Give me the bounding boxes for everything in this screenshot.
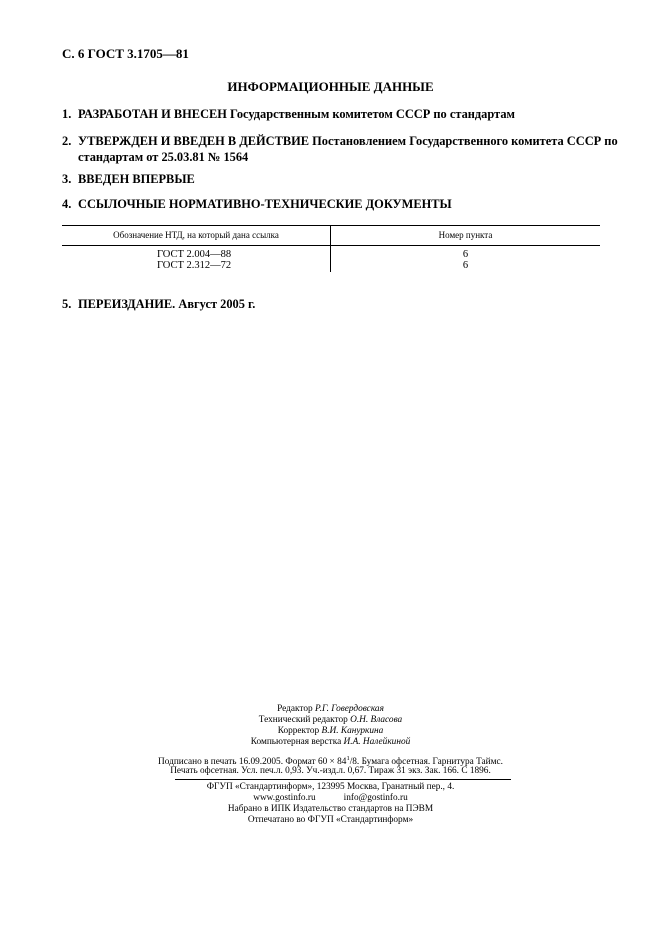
table-cell-point: 6 <box>462 260 469 271</box>
table-cell-point: 6 <box>462 249 469 260</box>
credit-name: В.И. Кануркина <box>321 726 384 736</box>
item-4 <box>62 197 452 212</box>
credit-corrector <box>0 726 661 736</box>
credit-layout <box>0 737 661 747</box>
document-title: ИНФОРМАЦИОННЫЕ ДАННЫЕ <box>227 79 434 94</box>
credit-name: Р.Г. Говердовская <box>314 704 384 714</box>
item-3 <box>62 172 195 187</box>
item-heading: ПЕРЕИЗДАНИЕ. <box>78 297 176 311</box>
table-header-document: Обозначение НТД, на который дана ссылка <box>113 230 279 240</box>
item-heading: РАЗРАБОТАН И ВНЕСЕН <box>78 107 227 121</box>
item-2 <box>62 134 618 149</box>
publisher-email: info@gostinfo.ru <box>343 793 408 803</box>
item-text: Постановлением Государственного комитета СССР по <box>309 134 618 148</box>
print-paper-text: . Бумага офсетная. Гарнитура Таймс. <box>356 757 503 768</box>
page-header: С. 6 ГОСТ 3.1705—81 <box>62 46 189 61</box>
item-number: 4. <box>62 197 72 211</box>
item-text: Август 2005 г. <box>175 297 256 311</box>
credit-tech-editor <box>0 715 661 725</box>
printed-info: Отпечатано во ФГУП «Стандартинформ» <box>247 815 414 825</box>
item-number: 2. <box>62 134 72 148</box>
table-cell-document: ГОСТ 2.312—72 <box>157 260 232 271</box>
print-details-line: Печать офсетная. Усл. печ.л. 0,93. Уч.-изд.л. 0,67. Тираж 31 экз. Зак. 166. С 1896. <box>170 766 491 776</box>
typeset-info: Набрано в ИПК Издательство стандартов на ПЭВМ <box>227 804 434 814</box>
item-heading: ССЫЛОЧНЫЕ НОРМАТИВНО-ТЕХНИЧЕСКИЕ ДОКУМЕНТЫ <box>78 197 452 211</box>
publisher-address: ФГУП «Стандартинформ», 123995 Москва, Гранатный пер., 4. <box>206 782 455 792</box>
credit-editor <box>0 704 661 714</box>
format-superscript: 1 <box>346 755 350 762</box>
format-denominator: /8 <box>349 757 357 768</box>
credit-name: И.А. Налейкиной <box>343 737 411 747</box>
item-heading: ВВЕДЕН ВПЕРВЫЕ <box>78 172 195 186</box>
print-signed-text: Подписано в печать 16.09.2005. Формат 60 × 84 <box>158 757 347 768</box>
credit-role: Редактор <box>277 704 313 714</box>
publisher-contacts <box>0 793 661 803</box>
credit-role: Компьютерная верстка <box>250 737 342 747</box>
reference-documents-table <box>62 225 600 272</box>
imprint-rule <box>175 779 511 780</box>
item-heading: УТВЕРЖДЕН И ВВЕДЕН В ДЕЙСТВИЕ <box>78 134 310 148</box>
table-header-point: Номер пункта <box>438 230 493 240</box>
item-2-continuation: стандартам от 25.03.81 № 1564 <box>78 150 249 164</box>
item-number: 5. <box>62 297 72 311</box>
table-header-rule <box>62 245 600 246</box>
item-text: Государственным комитетом СССР по стандартам <box>226 107 515 121</box>
table-cell-document: ГОСТ 2.004—88 <box>157 249 232 260</box>
credit-name: О.Н. Власова <box>350 715 403 725</box>
credit-role: Технический редактор <box>258 715 348 725</box>
item-number: 3. <box>62 172 72 186</box>
item-5 <box>62 297 255 312</box>
item-number: 1. <box>62 107 72 121</box>
table-top-rule <box>62 225 600 226</box>
credit-role: Корректор <box>277 726 320 736</box>
publisher-website: www.gostinfo.ru <box>253 793 316 803</box>
item-1 <box>62 107 515 122</box>
